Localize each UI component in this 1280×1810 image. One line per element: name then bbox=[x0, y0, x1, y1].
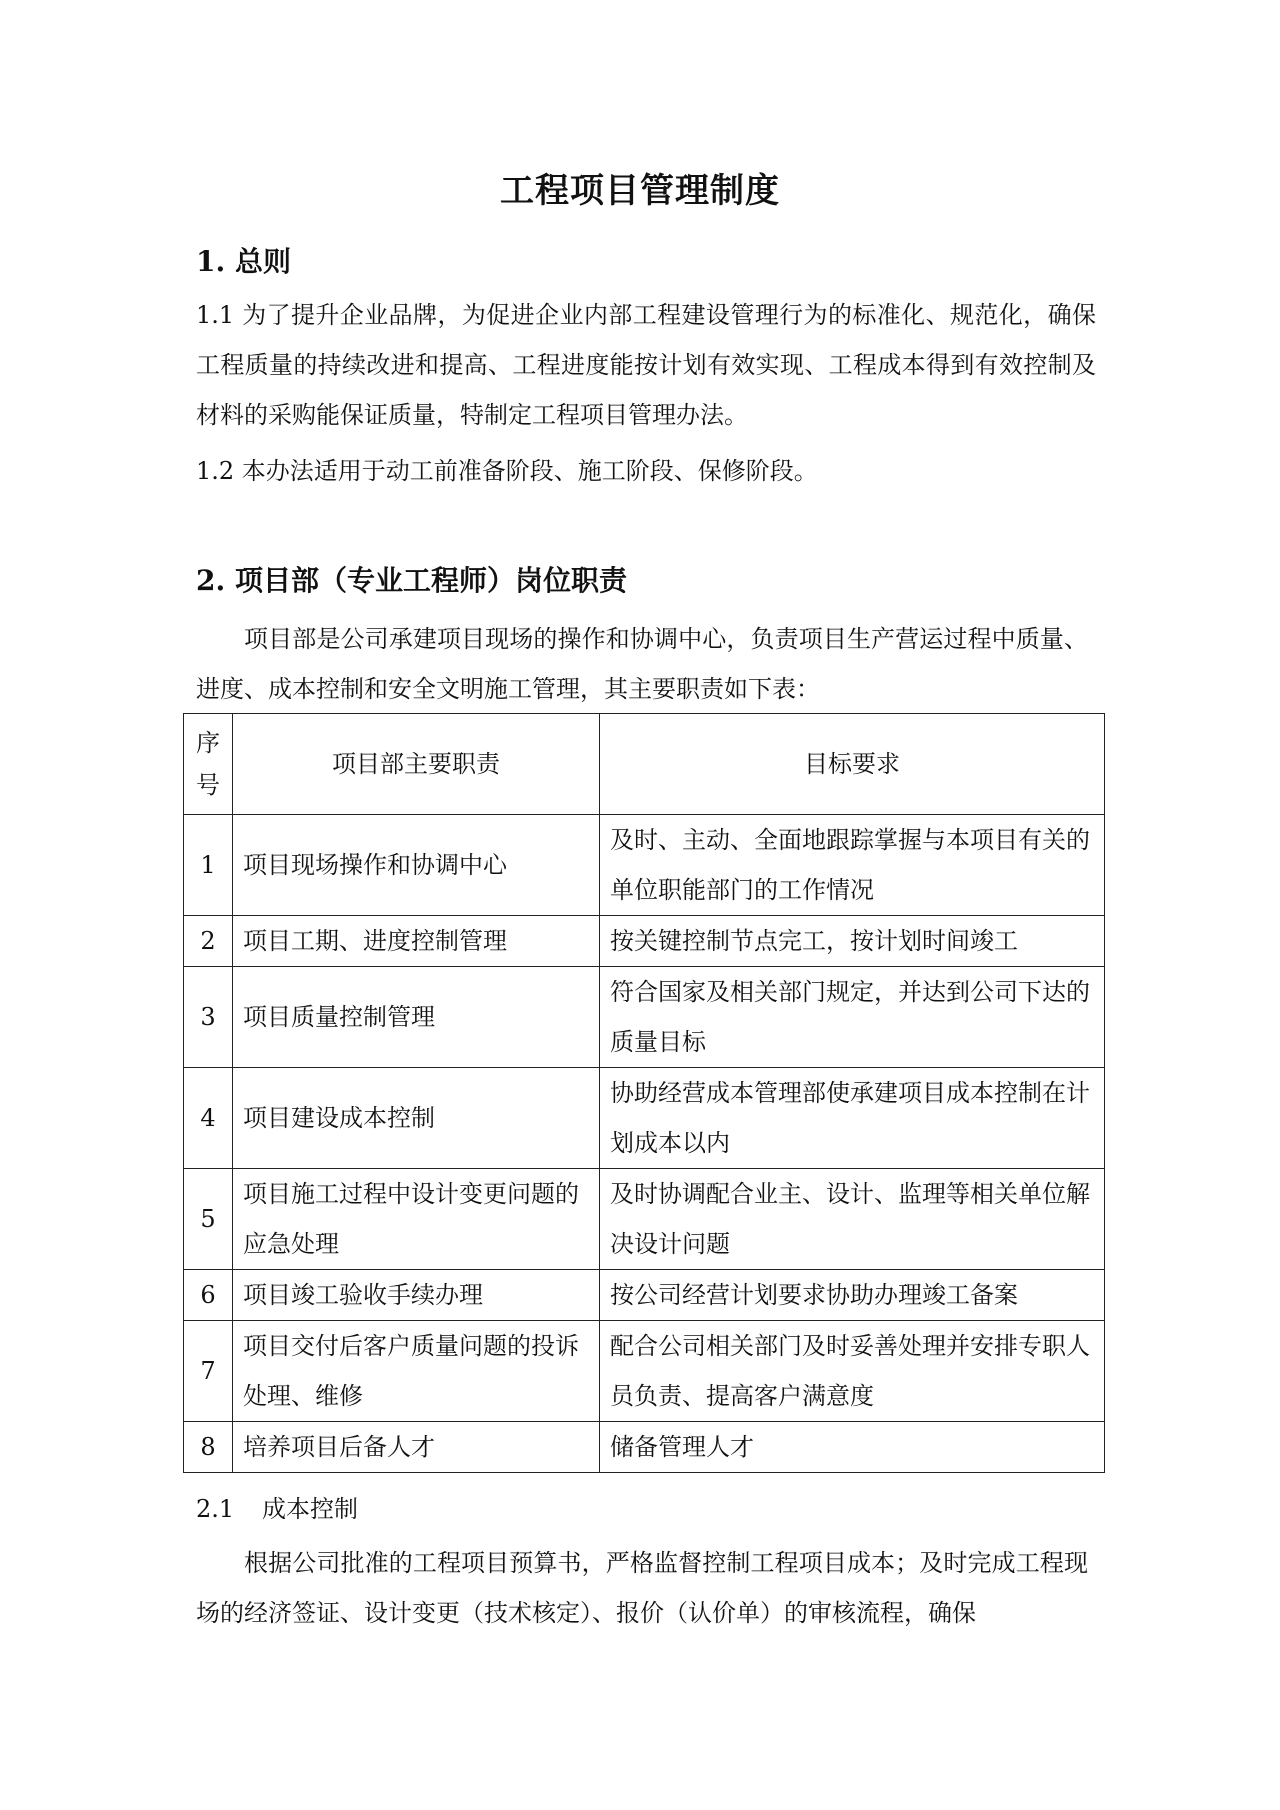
section-2-heading: 2. 项目部（专业工程师）岗位职责 bbox=[196, 564, 627, 597]
cell-target: 按公司经营计划要求协助办理竣工备案 bbox=[600, 1270, 1105, 1321]
cell-duty: 项目建设成本控制 bbox=[233, 1068, 600, 1169]
cell-target: 按关键控制节点完工，按计划时间竣工 bbox=[600, 916, 1105, 967]
table-row bbox=[184, 1321, 1105, 1422]
document-title: 工程项目管理制度 bbox=[500, 171, 780, 211]
cell-no: 1 bbox=[184, 815, 233, 916]
table-header-row bbox=[184, 714, 1105, 815]
table-row bbox=[184, 1270, 1105, 1321]
cell-no: 8 bbox=[184, 1422, 233, 1473]
header-duty: 项目部主要职责 bbox=[233, 714, 600, 815]
cell-no: 3 bbox=[184, 967, 233, 1068]
duty-table bbox=[183, 713, 1105, 1473]
cell-no: 5 bbox=[184, 1169, 233, 1270]
cell-duty: 项目施工过程中设计变更问题的应急处理 bbox=[233, 1169, 600, 1270]
table-row bbox=[184, 1068, 1105, 1169]
cell-duty: 项目现场操作和协调中心 bbox=[233, 815, 600, 916]
cell-duty: 项目交付后客户质量问题的投诉处理、维修 bbox=[233, 1321, 600, 1422]
table-row bbox=[184, 815, 1105, 916]
cell-no: 4 bbox=[184, 1068, 233, 1169]
table-row bbox=[184, 916, 1105, 967]
paragraph-1-1: 1.1 为了提升企业品牌，为促进企业内部工程建设管理行为的标准化、规范化，确保工程质量的持续改进和提高、工程进度能按计划有效实现、工程成本得到有效控制及材料的采购能保证质量，特制定工程项目管理办法。 bbox=[196, 301, 1096, 429]
cell-target: 及时、主动、全面地跟踪掌握与本项目有关的单位职能部门的工作情况 bbox=[600, 815, 1105, 916]
cell-duty: 培养项目后备人才 bbox=[233, 1422, 600, 1473]
subsection-2-1-paragraph: 根据公司批准的工程项目预算书，严格监督控制工程项目成本；及时完成工程现场的经济签证、设计变更（技术核定）、报价（认价单）的审核流程，确保 bbox=[196, 1549, 1088, 1627]
cell-no: 6 bbox=[184, 1270, 233, 1321]
cell-target: 储备管理人才 bbox=[600, 1422, 1105, 1473]
header-no: 序号 bbox=[184, 714, 233, 815]
cell-target: 协助经营成本管理部使承建项目成本控制在计划成本以内 bbox=[600, 1068, 1105, 1169]
section-2-intro: 项目部是公司承建项目现场的操作和协调中心，负责项目生产营运过程中质量、进度、成本控制和安全文明施工管理，其主要职责如下表： bbox=[196, 625, 1088, 703]
cell-duty: 项目质量控制管理 bbox=[233, 967, 600, 1068]
cell-target: 及时协调配合业主、设计、监理等相关单位解决设计问题 bbox=[600, 1169, 1105, 1270]
cell-target: 配合公司相关部门及时妥善处理并安排专职人员负责、提高客户满意度 bbox=[600, 1321, 1105, 1422]
table-row bbox=[184, 967, 1105, 1068]
cell-duty: 项目工期、进度控制管理 bbox=[233, 916, 600, 967]
cell-no: 2 bbox=[184, 916, 233, 967]
paragraph-1-2: 1.2 本办法适用于动工前准备阶段、施工阶段、保修阶段。 bbox=[196, 457, 818, 485]
subsection-2-1-title: 成本控制 bbox=[262, 1495, 358, 1523]
cell-duty: 项目竣工验收手续办理 bbox=[233, 1270, 600, 1321]
section-1-heading: 1. 总则 bbox=[196, 245, 291, 278]
cell-target: 符合国家及相关部门规定，并达到公司下达的质量目标 bbox=[600, 967, 1105, 1068]
subsection-2-1-number: 2.1 bbox=[196, 1495, 235, 1523]
subsection-2-1-heading bbox=[196, 1493, 358, 1525]
header-target: 目标要求 bbox=[600, 714, 1105, 815]
cell-no: 7 bbox=[184, 1321, 233, 1422]
table-row bbox=[184, 1169, 1105, 1270]
table-row bbox=[184, 1422, 1105, 1473]
